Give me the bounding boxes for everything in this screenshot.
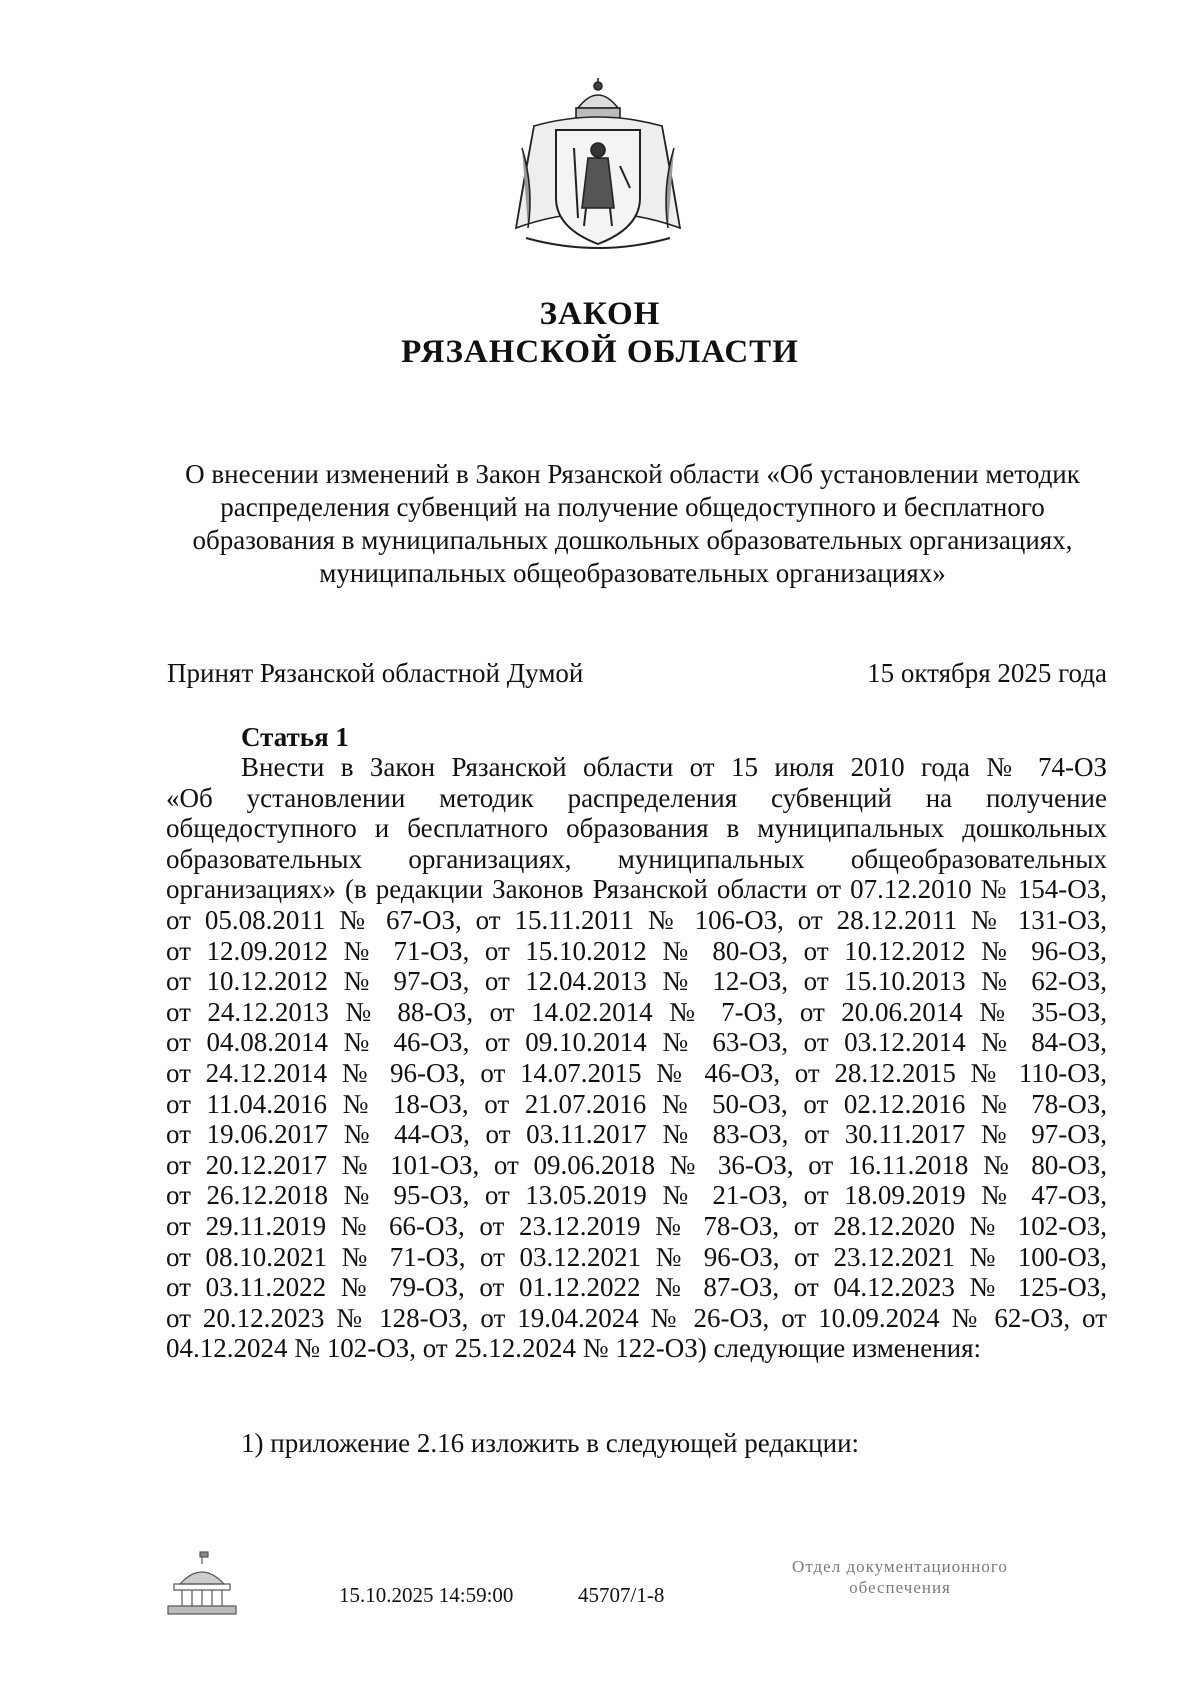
article-line: от 11.04.2016 № 18-ОЗ, от 21.07.2016 № 50-ОЗ, от 02.12.2016 № 78-ОЗ, <box>166 1088 1107 1119</box>
law-title: ЗАКОН <box>539 296 661 332</box>
adopted-by: Принят Рязанской областной Думой <box>167 658 584 688</box>
article-line: от 26.12.2018 № 95-ОЗ, от 13.05.2019 № 21-ОЗ, от 18.09.2019 № 47-ОЗ, <box>166 1180 1107 1211</box>
article-line: Внести в Закон Рязанской области от 15 июля 2010 года № 74-ОЗ <box>241 752 1107 782</box>
article-line: от 12.09.2012 № 71-ОЗ, от 15.10.2012 № 80-ОЗ, от 10.12.2012 № 96-ОЗ, <box>166 935 1107 966</box>
article-line: образовательных организациях, муниципальных общеобразовательных <box>166 843 1107 874</box>
adoption-date: 15 октября 2025 года <box>867 658 1107 688</box>
department-stamp <box>735 1556 1065 1598</box>
amendment-item: 1) приложение 2.16 изложить в следующей редакции: <box>241 1428 860 1458</box>
article-line: от 19.06.2017 № 44-ОЗ, от 03.11.2017 № 83-ОЗ, от 30.11.2017 № 97-ОЗ, <box>166 1119 1107 1150</box>
article-line: от 05.08.2011 № 67-ОЗ, от 15.11.2011 № 106-ОЗ, от 28.12.2011 № 131-ОЗ, <box>166 904 1107 935</box>
registration-number: 45707/1-8 <box>578 1583 665 1607</box>
law-region-title: РЯЗАНСКОЙ ОБЛАСТИ <box>401 334 799 370</box>
article-line: от 20.12.2017 № 101-ОЗ, от 09.06.2018 № 36-ОЗ, от 16.11.2018 № 80-ОЗ, <box>166 1149 1107 1180</box>
subject-line: муниципальных общеобразовательных организациях» <box>319 558 946 588</box>
subject-line: распределения субвенций на получение общедоступного и бесплатного <box>220 492 1045 522</box>
ryazan-coat-of-arms-icon <box>504 78 692 260</box>
article-line: от 20.12.2023 № 128-ОЗ, от 19.04.2024 № 26-ОЗ, от 10.09.2024 № 62-ОЗ, от <box>166 1302 1107 1333</box>
article-line: организациях» (в редакции Законов Рязанской области от 07.12.2010 № 154-ОЗ, <box>166 874 1107 905</box>
article-heading: Статья 1 <box>241 722 349 752</box>
article-line: от 24.12.2014 № 96-ОЗ, от 14.07.2015 № 46-ОЗ, от 28.12.2015 № 110-ОЗ, <box>166 1057 1107 1088</box>
article-line: от 08.10.2021 № 71-ОЗ, от 03.12.2021 № 96-ОЗ, от 23.12.2021 № 100-ОЗ, <box>166 1241 1107 1272</box>
registration-datetime: 15.10.2025 14:59:00 <box>339 1583 514 1607</box>
article-line: от 10.12.2012 № 97-ОЗ, от 12.04.2013 № 12-ОЗ, от 15.10.2013 № 62-ОЗ, <box>166 966 1107 997</box>
article-line: 04.12.2024 № 102-ОЗ, от 25.12.2024 № 122-ОЗ) следующие изменения: <box>166 1333 982 1364</box>
law-subject <box>160 458 1105 590</box>
subject-line: образования в муниципальных дошкольных образовательных организациях, <box>192 525 1073 555</box>
article-body <box>166 752 1107 1364</box>
subject-line: О внесении изменений в Закон Рязанской области «Об установлении методик <box>185 459 1080 489</box>
article-line: «Об установлении методик распределения субвенций на получение <box>166 782 1107 813</box>
article-line: от 24.12.2013 № 88-ОЗ, от 14.02.2014 № 7-ОЗ, от 20.06.2014 № 35-ОЗ, <box>166 996 1107 1027</box>
article-line: общедоступного и бесплатного образования в муниципальных дошкольных <box>166 813 1107 844</box>
adoption-line <box>167 656 1107 690</box>
stamp-line: Отдел документационного <box>792 1557 1008 1576</box>
stamp-line: обеспечения <box>849 1578 951 1597</box>
article-line: от 03.11.2022 № 79-ОЗ, от 01.12.2022 № 87-ОЗ, от 04.12.2023 № 125-ОЗ, <box>166 1272 1107 1303</box>
article-line: от 29.11.2019 № 66-ОЗ, от 23.12.2019 № 78-ОЗ, от 28.12.2020 № 102-ОЗ, <box>166 1210 1107 1241</box>
duma-logo-icon <box>160 1550 244 1620</box>
article-line: от 04.08.2014 № 46-ОЗ, от 09.10.2014 № 63-ОЗ, от 03.12.2014 № 84-ОЗ, <box>166 1027 1107 1058</box>
